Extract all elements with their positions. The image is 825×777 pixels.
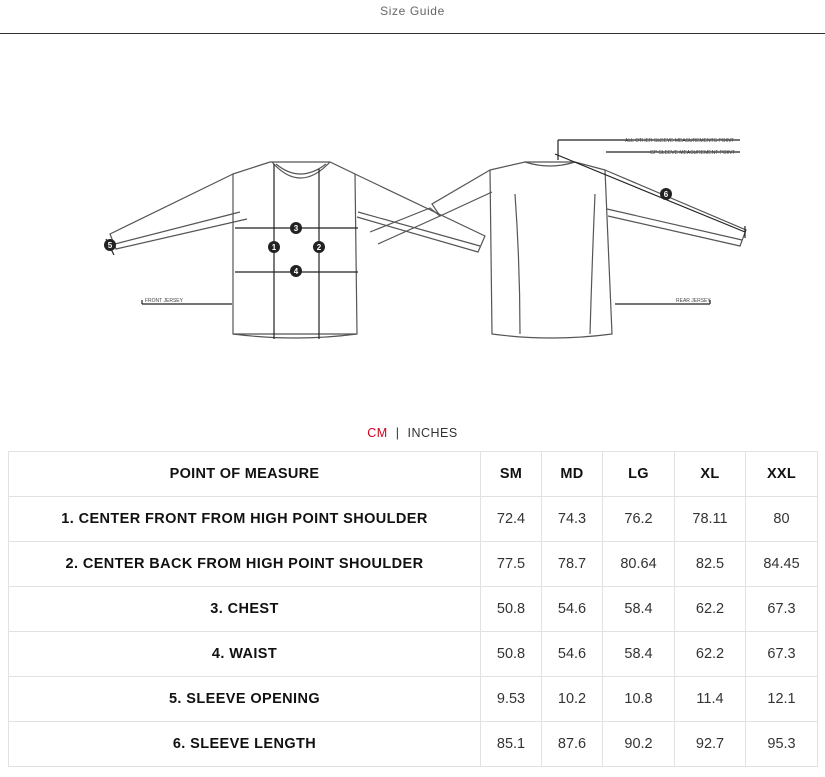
size-value: 77.5 — [481, 542, 542, 587]
unit-toggle — [0, 426, 825, 440]
header-md: MD — [542, 452, 603, 497]
measure-label: 5. SLEEVE OPENING — [9, 677, 481, 722]
unit-inches-button[interactable]: INCHES — [407, 426, 458, 440]
size-value: 92.7 — [675, 722, 746, 767]
size-value: 54.6 — [542, 587, 603, 632]
measure-label: 4. WAIST — [9, 632, 481, 677]
size-value: 10.2 — [542, 677, 603, 722]
size-value: 95.3 — [746, 722, 818, 767]
header-sm: SM — [481, 452, 542, 497]
size-value: 84.45 — [746, 542, 818, 587]
table-row — [9, 587, 818, 632]
size-value: 50.8 — [481, 632, 542, 677]
front-jersey-label: FRONT JERSEY — [145, 298, 183, 304]
size-value: 58.4 — [603, 587, 675, 632]
header-xxl: XXL — [746, 452, 818, 497]
size-value: 62.2 — [675, 587, 746, 632]
marker-3: 3 — [293, 224, 299, 233]
jersey-diagram — [0, 34, 825, 414]
front-jersey-collar — [272, 162, 330, 178]
size-value: 11.4 — [675, 677, 746, 722]
size-value: 90.2 — [603, 722, 675, 767]
size-value: 12.1 — [746, 677, 818, 722]
measure-label: 1. CENTER FRONT FROM HIGH POINT SHOULDER — [9, 497, 481, 542]
table-row — [9, 497, 818, 542]
marker-2: 2 — [316, 243, 322, 252]
measure-label: 6. SLEEVE LENGTH — [9, 722, 481, 767]
size-value: 9.53 — [481, 677, 542, 722]
marker-4: 4 — [293, 267, 299, 276]
header-bar — [0, 0, 825, 34]
size-value: 50.8 — [481, 587, 542, 632]
front-left-sleeve — [107, 174, 247, 250]
size-value: 10.8 — [603, 677, 675, 722]
front-jersey-body — [233, 162, 357, 338]
size-table — [8, 451, 818, 767]
size-value: 67.3 — [746, 587, 818, 632]
size-value: 80 — [746, 497, 818, 542]
size-value: 82.5 — [675, 542, 746, 587]
page-title: Size Guide — [380, 4, 445, 18]
size-value: 80.64 — [603, 542, 675, 587]
unit-separator: | — [395, 426, 400, 440]
header-lg: LG — [603, 452, 675, 497]
gp-sleeve-note: GP SLEEVE MEASUREMENT POINT — [650, 150, 735, 156]
marker-1: 1 — [271, 243, 277, 252]
header-point-of-measure: POINT OF MEASURE — [9, 452, 481, 497]
size-value: 67.3 — [746, 632, 818, 677]
marker-5: 5 — [107, 241, 113, 250]
size-value: 78.7 — [542, 542, 603, 587]
rear-right-sleeve — [605, 170, 746, 246]
marker-6: 6 — [663, 190, 669, 199]
size-value: 54.6 — [542, 632, 603, 677]
size-value: 72.4 — [481, 497, 542, 542]
size-value: 87.6 — [542, 722, 603, 767]
rear-jersey-label: REAR JERSEY — [676, 298, 711, 304]
size-value: 85.1 — [481, 722, 542, 767]
table-header-row — [9, 452, 818, 497]
size-value: 58.4 — [603, 632, 675, 677]
unit-cm-button[interactable]: CM — [367, 426, 388, 440]
size-value: 74.3 — [542, 497, 603, 542]
table-row — [9, 632, 818, 677]
size-value: 76.2 — [603, 497, 675, 542]
front-right-sleeve — [355, 174, 485, 252]
rear-jersey-body — [490, 162, 612, 338]
all-sleeve-note: ALL OTHER SLEEVE MEASUREMENTS POINT — [625, 138, 734, 144]
size-value: 62.2 — [675, 632, 746, 677]
measure-label: 2. CENTER BACK FROM HIGH POINT SHOULDER — [9, 542, 481, 587]
table-row — [9, 542, 818, 587]
table-row — [9, 722, 818, 767]
header-xl: XL — [675, 452, 746, 497]
measure-label: 3. CHEST — [9, 587, 481, 632]
rear-left-sleeve — [432, 170, 492, 216]
size-value: 78.11 — [675, 497, 746, 542]
table-row — [9, 677, 818, 722]
